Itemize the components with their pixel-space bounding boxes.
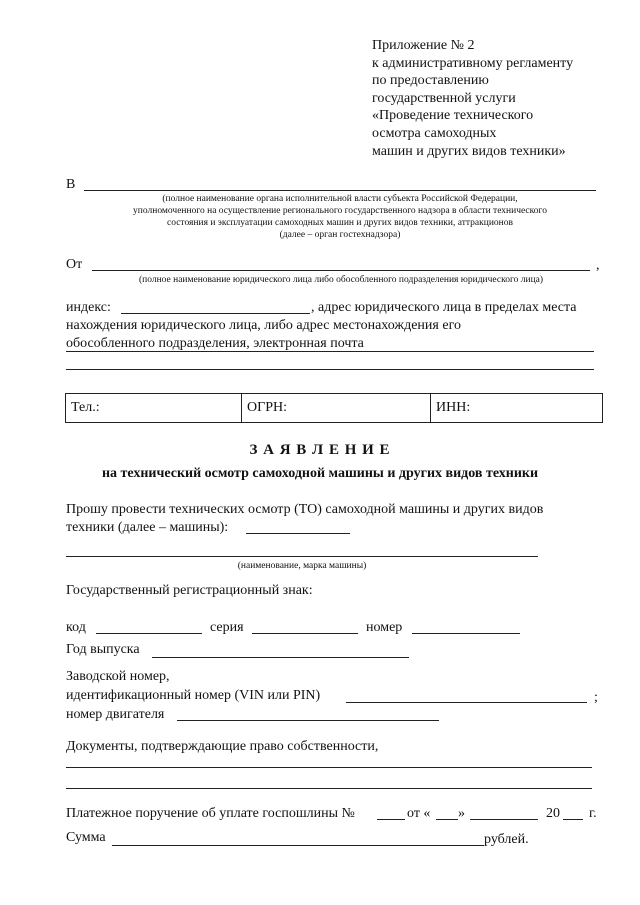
appendix-line: машин и других видов техники»	[372, 143, 566, 159]
number-field[interactable]	[412, 633, 520, 634]
code-label: код	[66, 620, 86, 635]
appendix-line: «Проведение технического	[372, 108, 534, 124]
contacts-table	[65, 393, 603, 423]
to-hint-line: уполномоченного на осуществление регионального государственного надзора в области технического	[133, 206, 547, 216]
machine-hint: (наименование, марка машины)	[237, 561, 367, 571]
sum-label: Сумма	[66, 830, 106, 845]
from-entity-field[interactable]	[92, 270, 590, 271]
phone-label: Тел.:	[71, 400, 100, 415]
code-field[interactable]	[96, 633, 202, 634]
appendix-line: Приложение № 2	[372, 38, 475, 53]
to-authority-field[interactable]	[84, 190, 596, 191]
from-hint: (полное наименование юридического лица либо обособленного подразделения юридического лица)	[138, 275, 544, 285]
factory-label: Заводской номер,	[66, 669, 170, 684]
number-label: номер	[366, 620, 403, 635]
year-label: Год выпуска	[66, 642, 140, 657]
address-field-line1[interactable]	[66, 351, 594, 352]
engine-label: номер двигателя	[66, 707, 165, 722]
payment-year-suffix: г.	[589, 806, 597, 821]
index-label: индекс:	[66, 300, 111, 315]
payment-from-label: от «	[407, 806, 431, 821]
series-field[interactable]	[252, 633, 358, 634]
to-hint-line: состояния и эксплуатации самоходных машин и других видов техники, аттракционов	[167, 218, 513, 228]
index-field[interactable]	[121, 313, 310, 314]
address-text-line1: , адрес юридического лица в пределах места	[311, 300, 577, 315]
inn-label: ИНН:	[436, 400, 471, 415]
phone-cell[interactable]	[66, 394, 242, 423]
engine-field[interactable]	[177, 720, 439, 721]
from-label: От	[66, 257, 83, 272]
ownership-field-line2[interactable]	[66, 788, 592, 789]
vin-field[interactable]	[346, 702, 587, 703]
appendix-line: к административному регламенту	[372, 55, 574, 71]
appendix-line: государственной услуги	[372, 90, 516, 106]
appendix-header	[372, 37, 573, 160]
appendix-line: осмотра самоходных	[372, 125, 497, 141]
ogrn-cell[interactable]	[242, 394, 431, 423]
inn-cell[interactable]	[431, 394, 603, 423]
payment-year-field[interactable]	[563, 819, 583, 820]
to-hint-line: (далее – орган гостехнадзора)	[279, 230, 401, 240]
machine-field-inline[interactable]	[246, 533, 350, 534]
appendix-line: по предоставлению	[372, 73, 489, 89]
to-hint-line: (полное наименование органа исполнительной власти субъекта Российской Федерации,	[162, 194, 518, 204]
from-comma: ,	[596, 258, 600, 273]
ogrn-label: ОГРН:	[247, 400, 287, 415]
payment-year-prefix: 20	[546, 806, 560, 821]
payment-day-field[interactable]	[436, 819, 458, 820]
ownership-label: Документы, подтверждающие право собственности,	[66, 739, 379, 754]
address-field-line2[interactable]	[66, 369, 594, 370]
machine-name-field[interactable]	[66, 556, 538, 557]
series-label: серия	[210, 620, 244, 635]
address-text-line2: нахождения юридического лица, либо адрес местонахождения его	[66, 318, 461, 333]
sum-field[interactable]	[112, 845, 484, 846]
to-label: В	[66, 177, 76, 192]
vin-label: идентификационный номер (VIN или PIN)	[66, 688, 321, 703]
payment-number-field[interactable]	[377, 819, 405, 820]
payment-order-label: Платежное поручение об уплате госпошлины №	[66, 806, 355, 821]
payment-month-field[interactable]	[470, 819, 538, 820]
address-text-line3: обособленного подразделения, электронная почта	[66, 336, 364, 351]
request-line2: техники (далее – машины):	[66, 520, 229, 535]
payment-quote-close: »	[458, 806, 465, 821]
year-field[interactable]	[152, 657, 409, 658]
request-line1: Прошу провести технических осмотр (ТО) самоходной машины и других видов	[66, 502, 544, 517]
registration-label: Государственный регистрационный знак:	[66, 583, 313, 598]
vin-semicolon: ;	[594, 690, 598, 705]
document-title: З А Я В Л Е Н И Е	[249, 442, 391, 458]
document-subtitle: на технический осмотр самоходной машины и других видов техники	[101, 466, 539, 481]
rubles-label: рублей.	[484, 832, 529, 847]
ownership-field-line1[interactable]	[66, 767, 592, 768]
